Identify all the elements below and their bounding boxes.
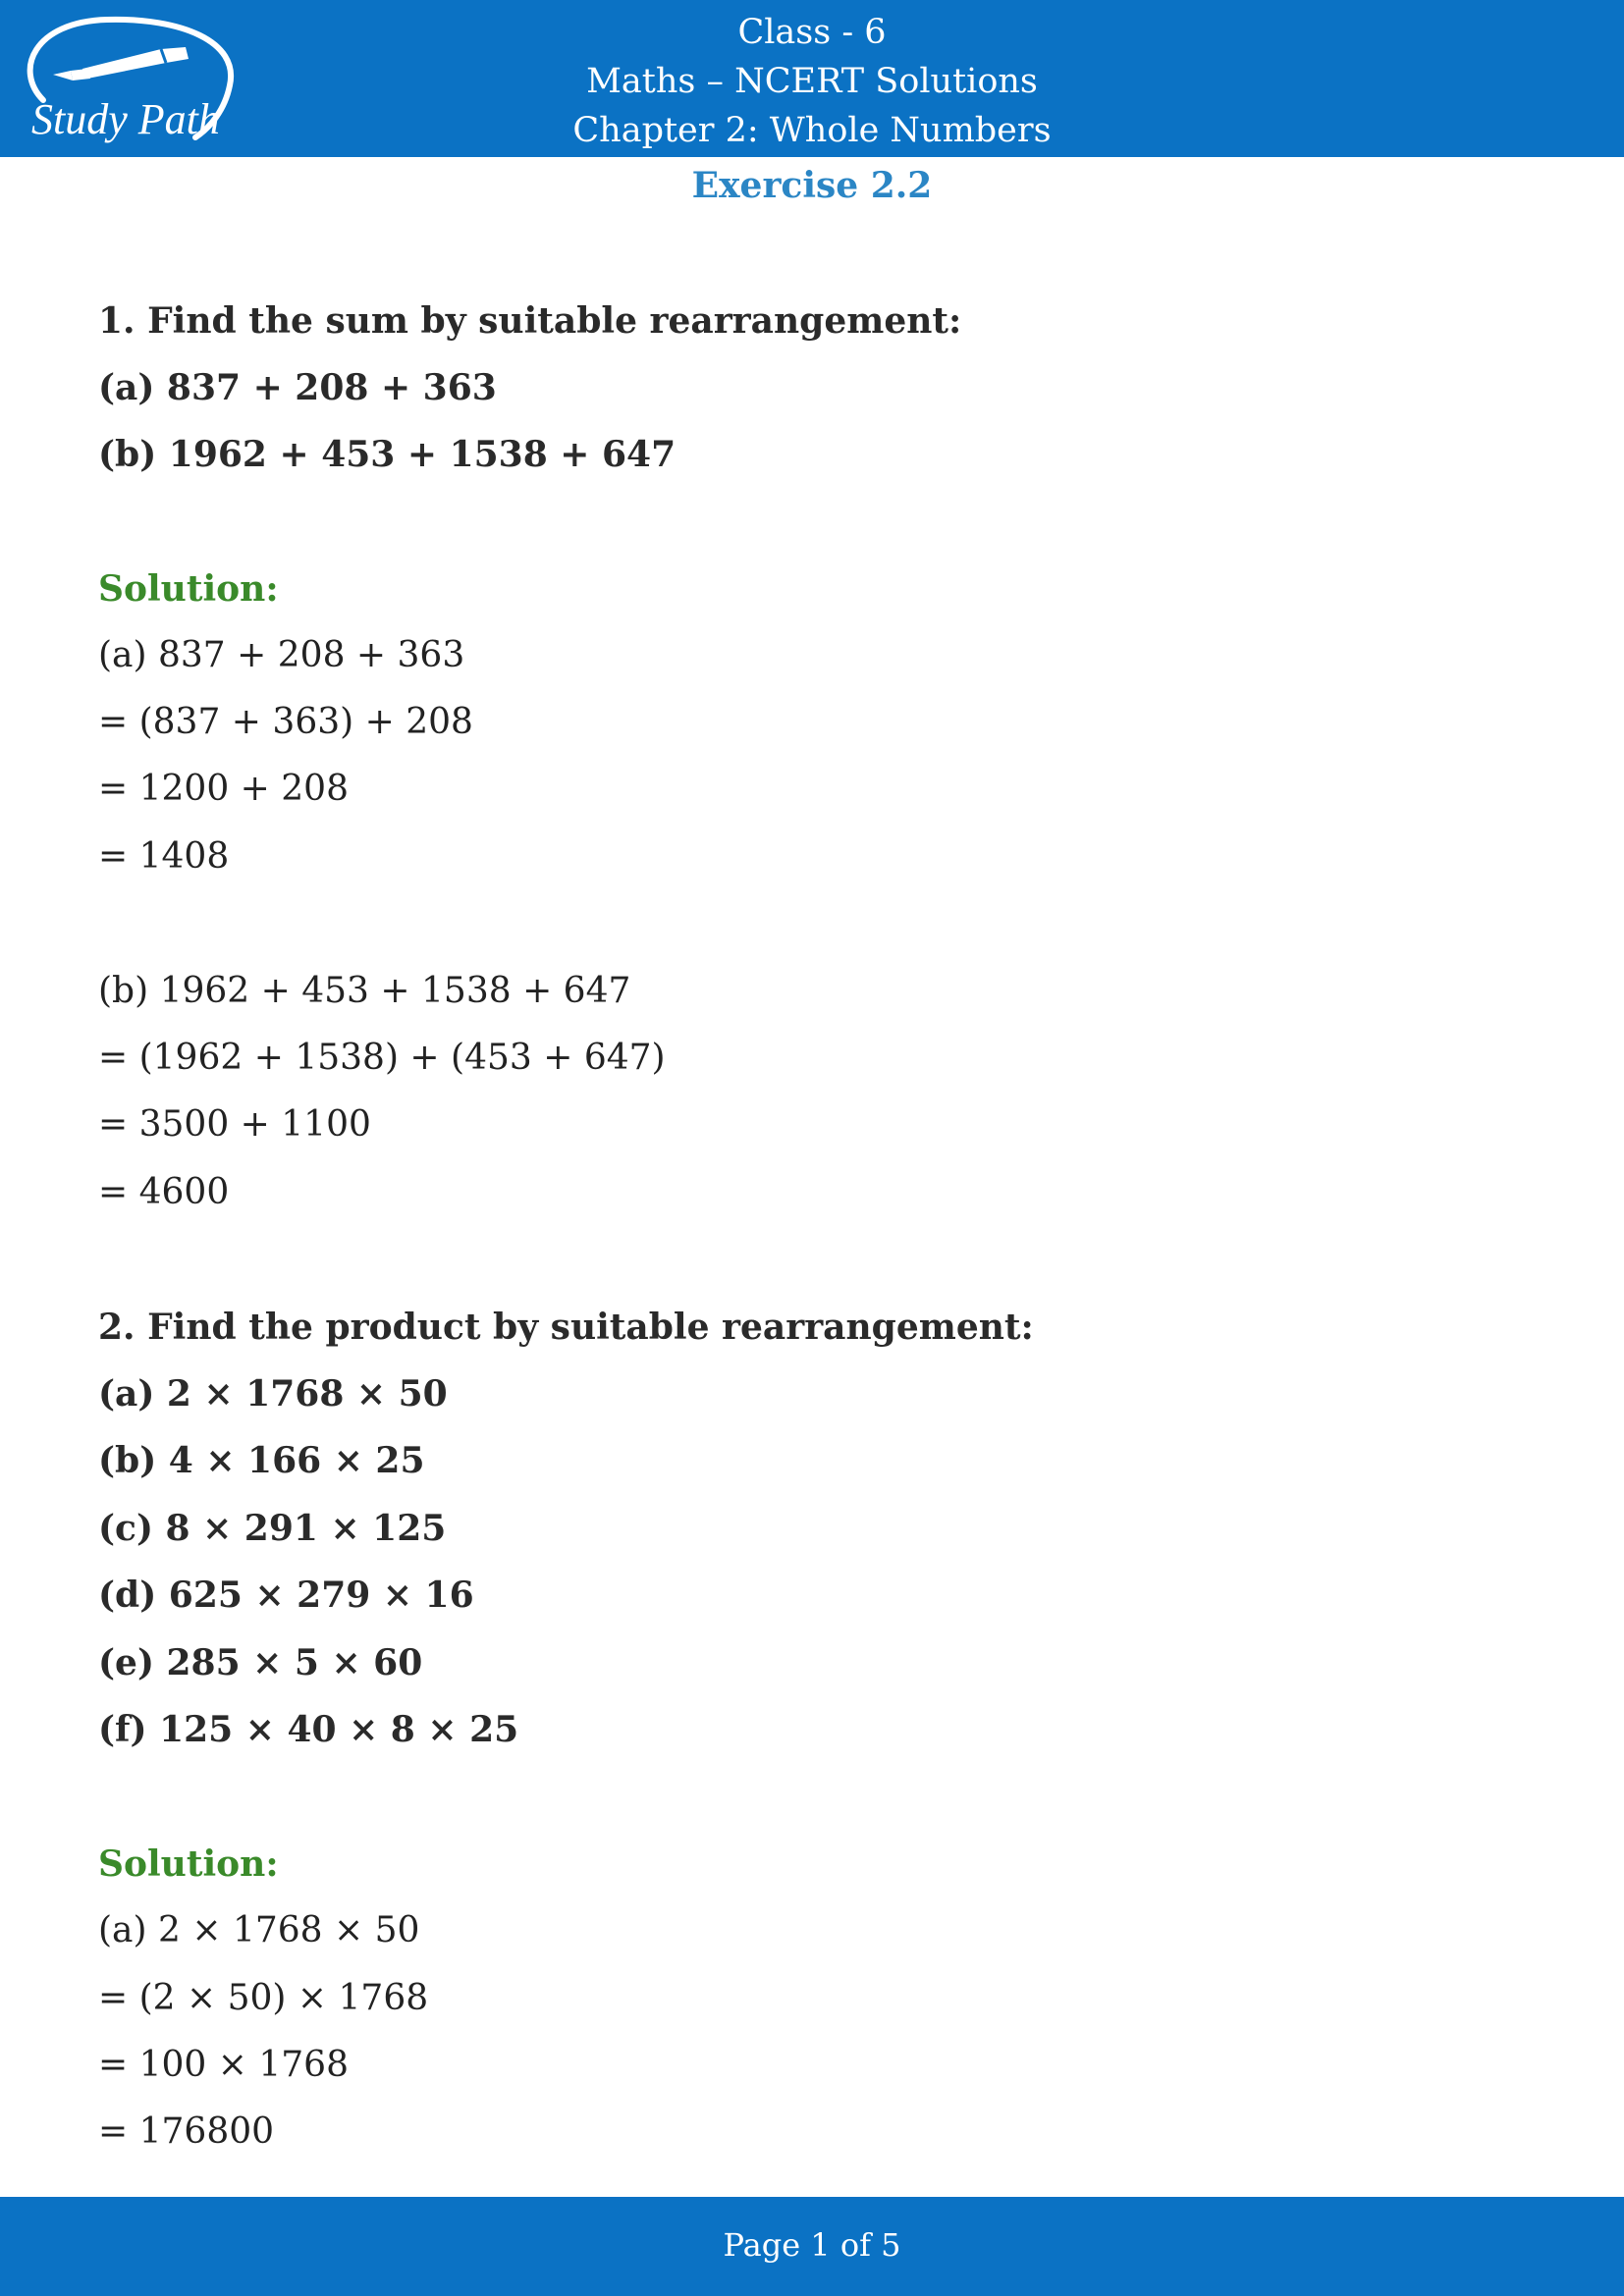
solution-2a-result: = 176800 [98, 2111, 275, 2152]
solution-1b-line: = 3500 + 1100 [98, 1104, 371, 1145]
question-2-title: 2. Find the product by suitable rearrangement: [98, 1307, 1034, 1348]
solution-2a-line: (a) 2 × 1768 × 50 [98, 1910, 420, 1950]
logo-text: Study Path [31, 95, 220, 143]
solution-1a-line: = (837 + 363) + 208 [98, 702, 473, 742]
solution-2a-line: = 100 × 1768 [98, 2045, 349, 2085]
subject-label: Maths – NCERT Solutions [586, 62, 1038, 101]
chapter-label: Chapter 2: Whole Numbers [572, 111, 1052, 150]
page-footer [0, 2197, 1624, 2296]
exercise-title: Exercise 2.2 [691, 165, 933, 206]
solution-1b-result: = 4600 [98, 1172, 230, 1212]
class-label: Class - 6 [737, 13, 887, 52]
question-2-part-a: (a) 2 × 1768 × 50 [98, 1373, 448, 1415]
solution-1b-line: = (1962 + 1538) + (453 + 647) [98, 1038, 666, 1078]
question-2-part-f: (f) 125 × 40 × 8 × 25 [98, 1709, 519, 1750]
solution-1a-line: (a) 837 + 208 + 363 [98, 635, 465, 675]
question-2-part-e: (e) 285 × 5 × 60 [98, 1642, 423, 1683]
question-2-part-b: (b) 4 × 166 × 25 [98, 1440, 425, 1481]
solution-2a-line: = (2 × 50) × 1768 [98, 1978, 429, 2018]
solution-2-label: Solution: [98, 1843, 279, 1885]
solution-1a-result: = 1408 [98, 836, 230, 877]
question-1-part-b: (b) 1962 + 453 + 1538 + 647 [98, 434, 677, 475]
page-header [0, 0, 1624, 157]
question-1-part-a: (a) 837 + 208 + 363 [98, 367, 497, 408]
page-number: Page 1 of 5 [723, 2226, 901, 2264]
solution-1a-line: = 1200 + 208 [98, 769, 349, 809]
question-2-part-c: (c) 8 × 291 × 125 [98, 1508, 447, 1549]
question-2-part-d: (d) 625 × 279 × 16 [98, 1575, 474, 1616]
solution-1b-line: (b) 1962 + 453 + 1538 + 647 [98, 971, 631, 1011]
question-1-title: 1. Find the sum by suitable rearrangement: [98, 300, 962, 342]
header-titles [0, 8, 1624, 155]
solution-1-label: Solution: [98, 568, 279, 610]
